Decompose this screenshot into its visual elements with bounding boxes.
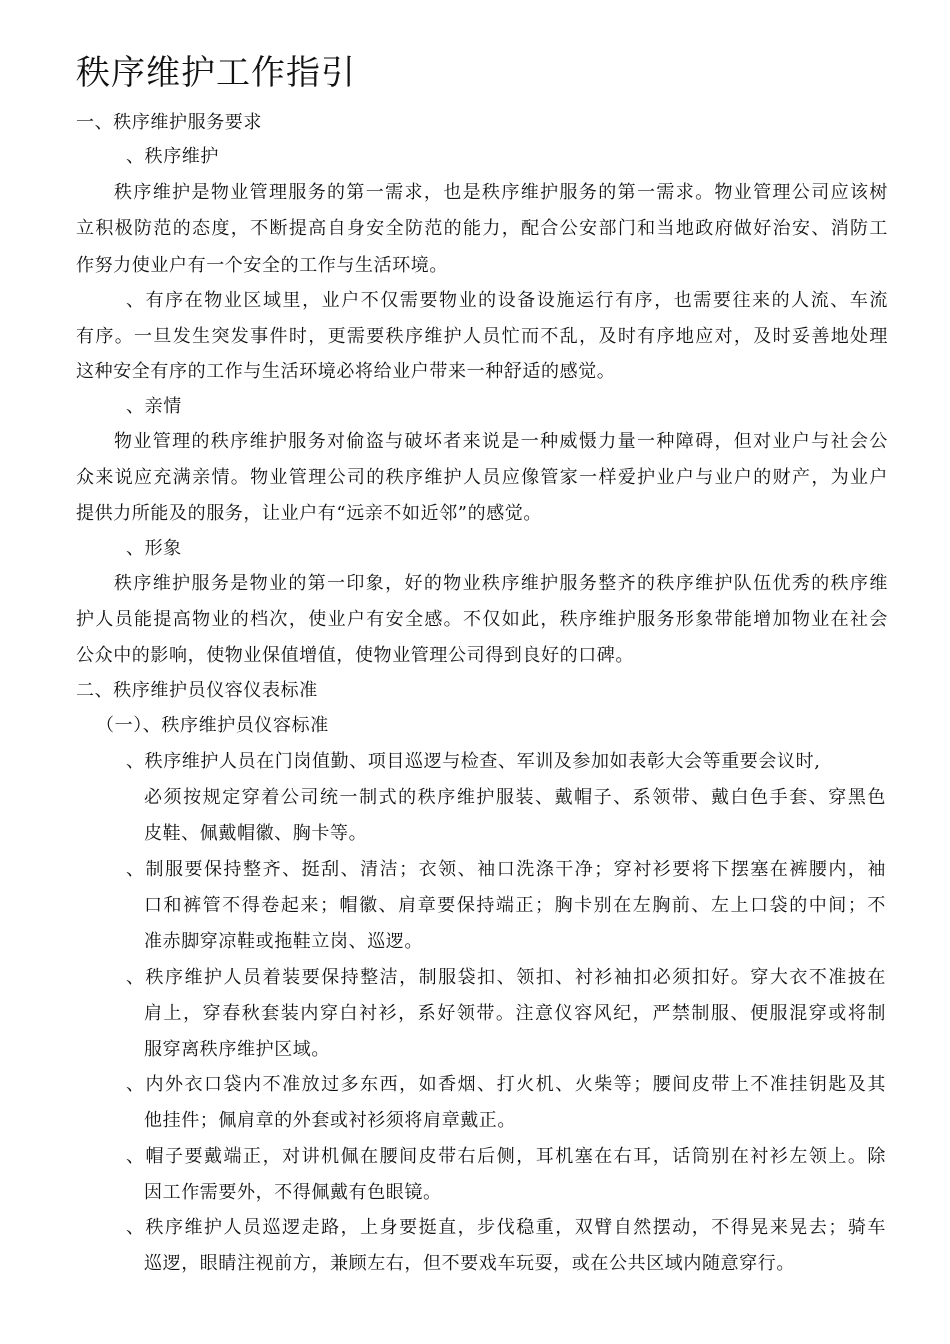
paragraph-line: 护人员能提高物业的档次，使业户有安全感。不仅如此，秩序维护服务形象带能增加物业在社会 (76, 609, 888, 630)
list-item-line: 、内外衣口袋内不准放过多东西，如香烟、打火机、火柴等；腰间皮带上不准挂钥匙及其 (126, 1074, 886, 1095)
subsection-heading-image: 、形象 (126, 538, 182, 559)
paragraph-line: 物业管理的秩序维护服务对偷盗与破坏者来说是一种威慑力量一种障碍，但对业户与社会公 (114, 431, 888, 452)
list-item-line: 、制服要保持整齐、挺刮、清洁；衣领、袖口洗涤干净；穿衬衫要将下摆塞在裤腰内，袖 (126, 859, 886, 880)
subsection-heading-affection: 、亲情 (126, 396, 182, 417)
paragraph-line: 秩序维护服务是物业的第一印象，好的物业秩序维护服务整齐的秩序维护队伍优秀的秩序维 (114, 573, 888, 594)
paragraph-line: 有序。一旦发生突发事件时，更需要秩序维护人员忙而不乱，及时有序地应对，及时妥善地处理 (76, 326, 888, 347)
list-item-line: 巡逻，眼睛注视前方，兼顾左右，但不要戏车玩耍，或在公共区域内随意穿行。 (144, 1253, 795, 1274)
paragraph-line: 立积极防范的态度，不断提高自身安全防范的能力，配合公安部门和当地政府做好治安、消防工 (76, 218, 888, 239)
paragraph-line: 众来说应充满亲情。物业管理公司的秩序维护人员应像管家一样爱护业户与业户的财产，为业户 (76, 467, 888, 488)
list-item-line: 他挂件；佩肩章的外套或衬衫须将肩章戴正。 (144, 1110, 516, 1131)
section-heading-1: 一、秩序维护服务要求 (76, 112, 262, 133)
document-title: 秩序维护工作指引 (76, 53, 356, 93)
list-item-line: 、秩序维护人员在门岗值勤、项目巡逻与检查、军训及参加如表彰大会等重要会议时, (126, 751, 821, 772)
list-item-line: 服穿离秩序维护区域。 (144, 1039, 330, 1060)
list-item-line: 、帽子要戴端正，对讲机佩在腰间皮带右后侧，耳机塞在右耳，话筒别在衬衫左领上。除 (126, 1146, 886, 1167)
list-item-line: 肩上，穿春秋套装内穿白衬衫，系好领带。注意仪容风纪，严禁制服、便服混穿或将制 (144, 1003, 886, 1024)
list-item-line: 准赤脚穿凉鞋或拖鞋立岗、巡逻。 (144, 931, 423, 952)
paragraph-line: 这种安全有序的工作与生活环境必将给业户带来一种舒适的感觉。 (76, 361, 616, 382)
list-item-line: 皮鞋、佩戴帽徽、胸卡等。 (144, 823, 368, 844)
subsection-heading-order: 、秩序维护 (126, 146, 219, 167)
list-item-line: 口和裤管不得卷起来；帽徽、肩章要保持端正；胸卡别在左胸前、左上口袋的中间；不 (144, 895, 886, 916)
paragraph-line: 提供力所能及的服务，让业户有“远亲不如近邻”的感觉。 (76, 503, 543, 524)
paragraph-line: 、有序在物业区域里，业户不仅需要物业的设备设施运行有序，也需要往来的人流、车流 (126, 290, 888, 311)
list-item-line: 、秩序维护人员巡逻走路，上身要挺直，步伐稳重，双臂自然摆动，不得晃来晃去；骑车 (126, 1217, 886, 1238)
paragraph-line: 秩序维护是物业管理服务的第一需求，也是秩序维护服务的第一需求。物业管理公司应该树 (114, 182, 888, 203)
section-heading-2: 二、秩序维护员仪容仪表标准 (76, 680, 318, 701)
list-item-line: 必须按规定穿着公司统一制式的秩序维护服装、戴帽子、系领带、戴白色手套、穿黑色 (144, 787, 886, 808)
paragraph-line: 作努力使业户有一个安全的工作与生活环境。 (76, 255, 448, 276)
subsection-heading-appearance: （一）、秩序维护员仪容标准 (96, 715, 329, 736)
list-item-line: 、秩序维护人员着装要保持整洁，制服袋扣、领扣、衬衫袖扣必须扣好。穿大衣不准披在 (126, 967, 886, 988)
list-item-line: 因工作需要外，不得佩戴有色眼镜。 (144, 1182, 442, 1203)
paragraph-line: 公众中的影响，使物业保值增值，使物业管理公司得到良好的口碑。 (76, 645, 634, 666)
